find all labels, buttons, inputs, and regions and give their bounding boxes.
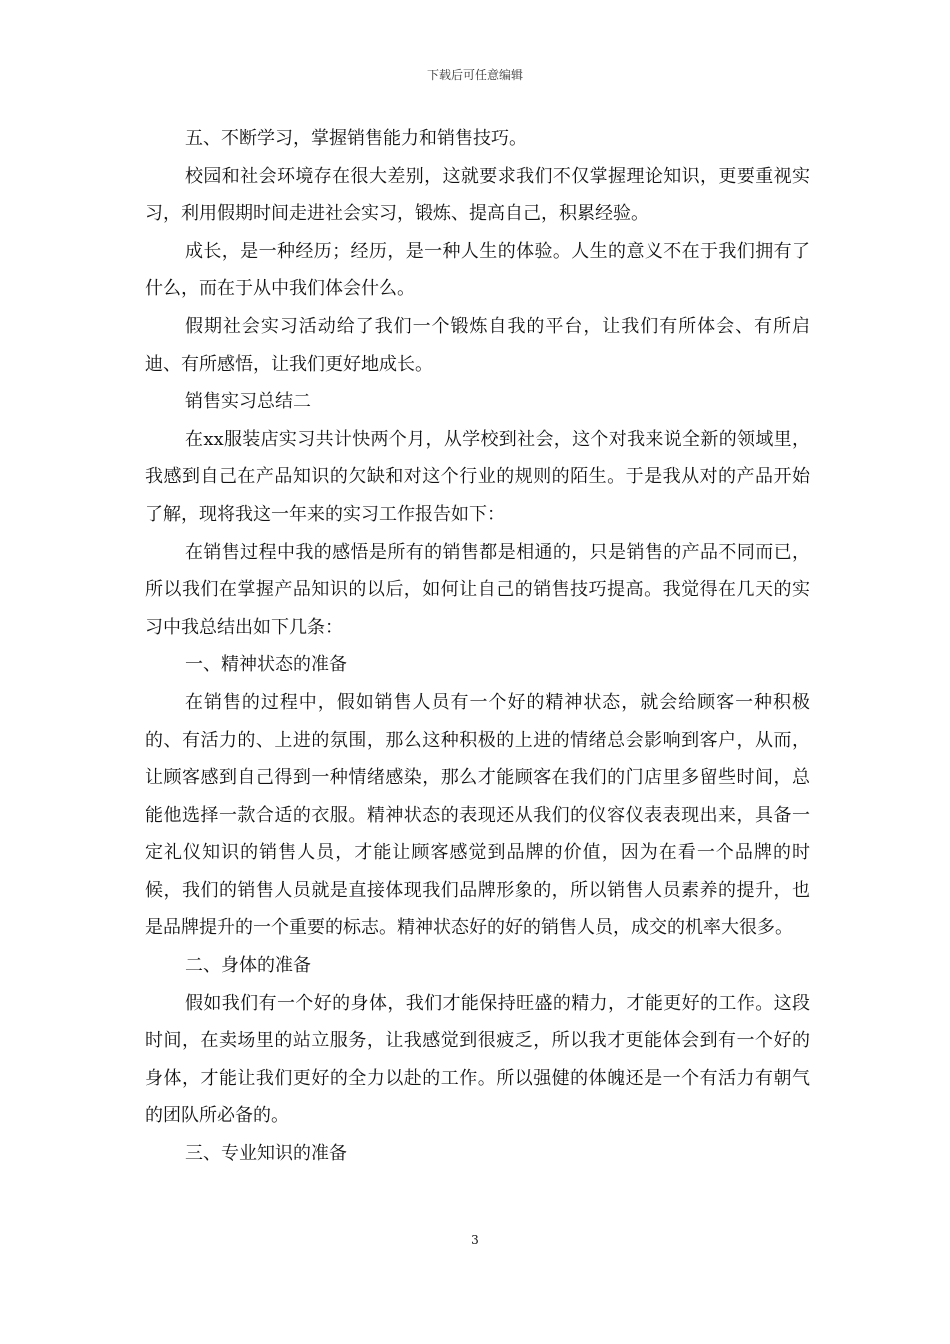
page-header: 下载后可任意编辑 [426, 68, 523, 82]
subheading: 三、专业知识的准备 [185, 1143, 347, 1165]
section-title: 销售实习总结二 [185, 391, 311, 413]
paragraph: 假如我们有一个好的身体，我们才能保持旺盛的精力，才能更好的工作。这段时间，在卖场里的站立服务，让我感觉到很疲乏，所以我才更能体会到有一个好的身体，才能让我们更好的全力以赴的工作。所以强健的体魄还是一个有活力有朝气的团队所必备的。 [145, 992, 810, 1127]
paragraph: 校园和社会环境存在很大差别，这就要求我们不仅掌握理论知识，更要重视实习，利用假期时间走进社会实习，锻炼、提高自己，积累经验。 [145, 165, 810, 225]
paragraph-section-5-heading: 五、不断学习，掌握销售能力和销售技巧。 [185, 128, 527, 149]
body-text [145, 120, 810, 1173]
paragraph: 假期社会实习活动给了我们一个锻炼自我的平台，让我们有所体会、有所启迪、有所感悟，让我们更好地成长。 [145, 315, 810, 375]
page-number: 3 [471, 1233, 479, 1247]
paragraph: 成长，是一种经历；经历，是一种人生的体验。人生的意义不在于我们拥有了什么，而在于从中我们体会什么。 [145, 240, 810, 300]
subheading: 二、身体的准备 [185, 955, 311, 977]
paragraph: 在销售过程中我的感悟是所有的销售都是相通的，只是销售的产品不同而已，所以我们在掌握产品知识的以后，如何让自己的销售技巧提高。我觉得在几天的实习中我总结出如下几条： [145, 541, 810, 638]
subheading: 一、精神状态的准备 [185, 654, 347, 676]
paragraph: 在xx服装店实习共计快两个月，从学校到社会，这个对我来说全新的领域里，我感到自己在产品知识的欠缺和对这个行业的规则的陌生。于是我从对的产品开始了解，现将我这一年来的实习工作报告如下： [145, 428, 810, 525]
paragraph: 在销售的过程中，假如销售人员有一个好的精神状态，就会给顾客一种积极的、有活力的、上进的氛围，那么这种积极的上进的情绪总会影响到客户，从而，让顾客感到自己得到一种情绪感染，那么才能顾客在我们的门店里多留些时间，总能他选择一款合适的衣服。精神状态的表现还从我们的仪容仪表表现出来，具备一定礼仪知识的销售人员，才能让顾客感觉到品牌的价值，因为在看一个品牌的时候，我们的销售人员就是直接体现我们品牌形象的，所以销售人员素养的提升，也是品牌提升的一个重要的标志。精神状态好的好的销售人员，成交的机率大很多。 [145, 691, 810, 939]
